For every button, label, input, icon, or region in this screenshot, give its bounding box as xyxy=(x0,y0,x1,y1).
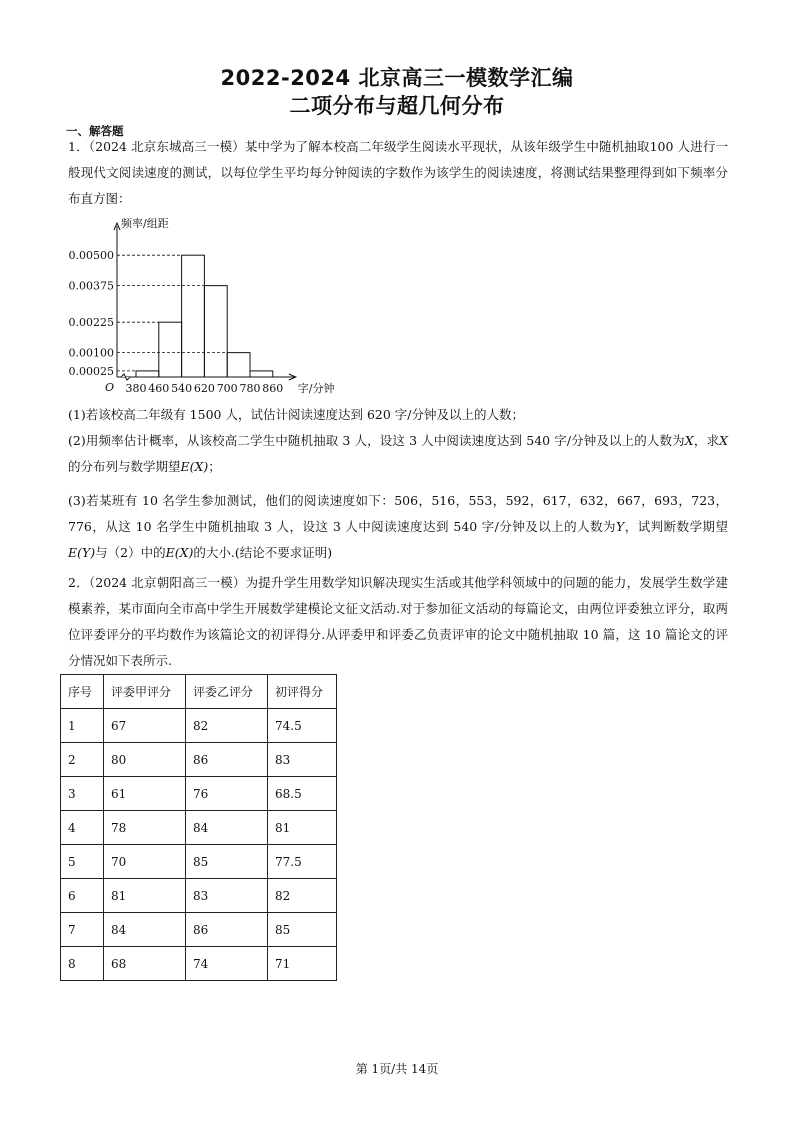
question-1-part-1: (1)若该校高二年级有 1500 人，试估计阅读速度达到 620 字/分钟及以上的人数； xyxy=(68,407,524,422)
table-row xyxy=(61,879,337,913)
expectation-ex: E(X) xyxy=(180,459,209,474)
header-cell: 评委甲评分 xyxy=(104,675,186,709)
table-cell: 82 xyxy=(186,709,268,743)
x-tick-label: 620 xyxy=(193,382,215,395)
table-cell: 83 xyxy=(186,879,268,913)
table-row xyxy=(61,777,337,811)
page-title: 2022-2024 北京高三一模数学汇编 xyxy=(220,66,574,90)
histogram-bar xyxy=(227,353,250,377)
histogram-bar xyxy=(159,322,182,377)
table-cell: 82 xyxy=(268,879,337,913)
page-subtitle: 二项分布与超几何分布 xyxy=(289,94,505,118)
table-cell: 1 xyxy=(61,709,104,743)
histogram-bar xyxy=(250,371,273,377)
question-1-intro: 1．（2024 北京东城高三一模）某中学为了解本校高二年级学生阅读水平现状，从该年级学生中随机抽取100 人进行一般现代文阅读速度的测试，以每位学生平均每分钟阅读的字数作为该学生的阅读速度，将测试结果整理得到如下频率分布直方图： xyxy=(68,139,728,206)
table-cell: 78 xyxy=(104,811,186,845)
var-x: X xyxy=(719,433,728,448)
table-cell: 77.5 xyxy=(268,845,337,879)
table-cell: 86 xyxy=(186,913,268,947)
histogram-bar xyxy=(182,255,205,377)
table-cell: 3 xyxy=(61,777,104,811)
y-tick-label: 0.00375 xyxy=(68,279,114,293)
question-2-intro: 2．（2024 北京朝阳高三一模）为提升学生用数学知识解决现实生活或其他学科领域中的问题的能力，发展学生数学建模素养，某市面向全市高中学生开展数学建模论文征文活动.对于参加征文活动的每篇论文，由两位评委独立评分，取两位评委评分的平均数作为该篇论文的初评得分.从评委甲和评委乙负责评审的论文中随机抽取 10 篇，这 10 篇论文的评分情况如下表所示. xyxy=(68,575,728,668)
table-row xyxy=(61,709,337,743)
header-cell: 初评得分 xyxy=(268,675,337,709)
table-row xyxy=(61,811,337,845)
table-cell: 80 xyxy=(104,743,186,777)
question-1-part-2 xyxy=(68,428,728,480)
table-cell: 85 xyxy=(186,845,268,879)
var-x: X xyxy=(684,433,694,448)
part-3-text-c: 与（2）中的 xyxy=(95,545,166,560)
table-row xyxy=(61,845,337,879)
table-cell: 74.5 xyxy=(268,709,337,743)
histogram-bar xyxy=(136,371,159,377)
table-row xyxy=(61,743,337,777)
table-cell: 70 xyxy=(104,845,186,879)
frequency-histogram xyxy=(66,210,366,396)
histogram-bar xyxy=(204,286,227,377)
table-cell: 2 xyxy=(61,743,104,777)
table-cell: 67 xyxy=(104,709,186,743)
section-heading: 一、解答题 xyxy=(66,124,124,138)
y-tick-label: 0.00100 xyxy=(68,346,114,360)
table-cell: 83 xyxy=(268,743,337,777)
x-tick-label: 540 xyxy=(171,382,193,395)
question-1-part-3 xyxy=(68,488,728,566)
scores-table-body xyxy=(61,675,337,981)
part-3-text-b: ，试判断数学期望 xyxy=(624,519,728,534)
header-cell: 序号 xyxy=(61,675,104,709)
part-3-text-d: 的大小.(结论不要求证明) xyxy=(193,545,333,560)
table-cell: 84 xyxy=(104,913,186,947)
table-cell: 86 xyxy=(186,743,268,777)
table-header-row xyxy=(61,675,337,709)
table-cell: 6 xyxy=(61,879,104,913)
table-cell: 61 xyxy=(104,777,186,811)
y-tick-label: 0.00500 xyxy=(68,249,114,263)
table-row xyxy=(61,947,337,981)
origin-label: O xyxy=(105,381,115,394)
table-cell: 81 xyxy=(104,879,186,913)
table-cell: 8 xyxy=(61,947,104,981)
table-cell: 68 xyxy=(104,947,186,981)
part-2-text-b: ，求 xyxy=(693,433,720,448)
x-tick-label: 860 xyxy=(262,382,284,395)
table-cell: 68.5 xyxy=(268,777,337,811)
table-cell: 71 xyxy=(268,947,337,981)
table-cell: 7 xyxy=(61,913,104,947)
scores-table xyxy=(60,674,337,981)
table-cell: 5 xyxy=(61,845,104,879)
x-axis-label: 字/分钟 xyxy=(297,382,335,395)
part-3-text-a: (3)若某班有 10 名学生参加测试，他们的阅读速度如下：506，516，553，592，617，632，667，693，723，776，从这 10 名学生中随机抽取 3 人，设这 3 人中阅读速度达到 540 字/分钟及以上的人数为 xyxy=(68,493,728,534)
x-tick-label: 460 xyxy=(148,382,170,395)
y-axis-label: 频率/组距 xyxy=(121,217,169,230)
table-cell: 85 xyxy=(268,913,337,947)
part-2-text-a: (2)用频率估计概率，从该校高二学生中随机抽取 3 人，设这 3 人中阅读速度达到 540 字/分钟及以上的人数为 xyxy=(68,433,685,448)
expectation-ey: E(Y) xyxy=(68,545,96,560)
y-tick-label: 0.00025 xyxy=(68,364,114,378)
table-cell: 4 xyxy=(61,811,104,845)
table-cell: 81 xyxy=(268,811,337,845)
x-tick-label: 700 xyxy=(216,382,238,395)
header-cell: 评委乙评分 xyxy=(186,675,268,709)
table-cell: 84 xyxy=(186,811,268,845)
expectation-ex: E(X) xyxy=(165,545,194,560)
table-row xyxy=(61,913,337,947)
var-y: Y xyxy=(616,519,625,534)
part-2-text-d: ； xyxy=(208,459,221,474)
x-tick-label: 380 xyxy=(125,382,147,395)
part-2-text-c: 的分布列与数学期望 xyxy=(68,459,181,474)
axis-break xyxy=(121,374,130,380)
table-cell: 76 xyxy=(186,777,268,811)
table-cell: 74 xyxy=(186,947,268,981)
page-footer: 第 1页/共 14页 xyxy=(355,1062,439,1076)
y-tick-label: 0.00225 xyxy=(68,316,114,330)
x-tick-label: 780 xyxy=(239,382,261,395)
